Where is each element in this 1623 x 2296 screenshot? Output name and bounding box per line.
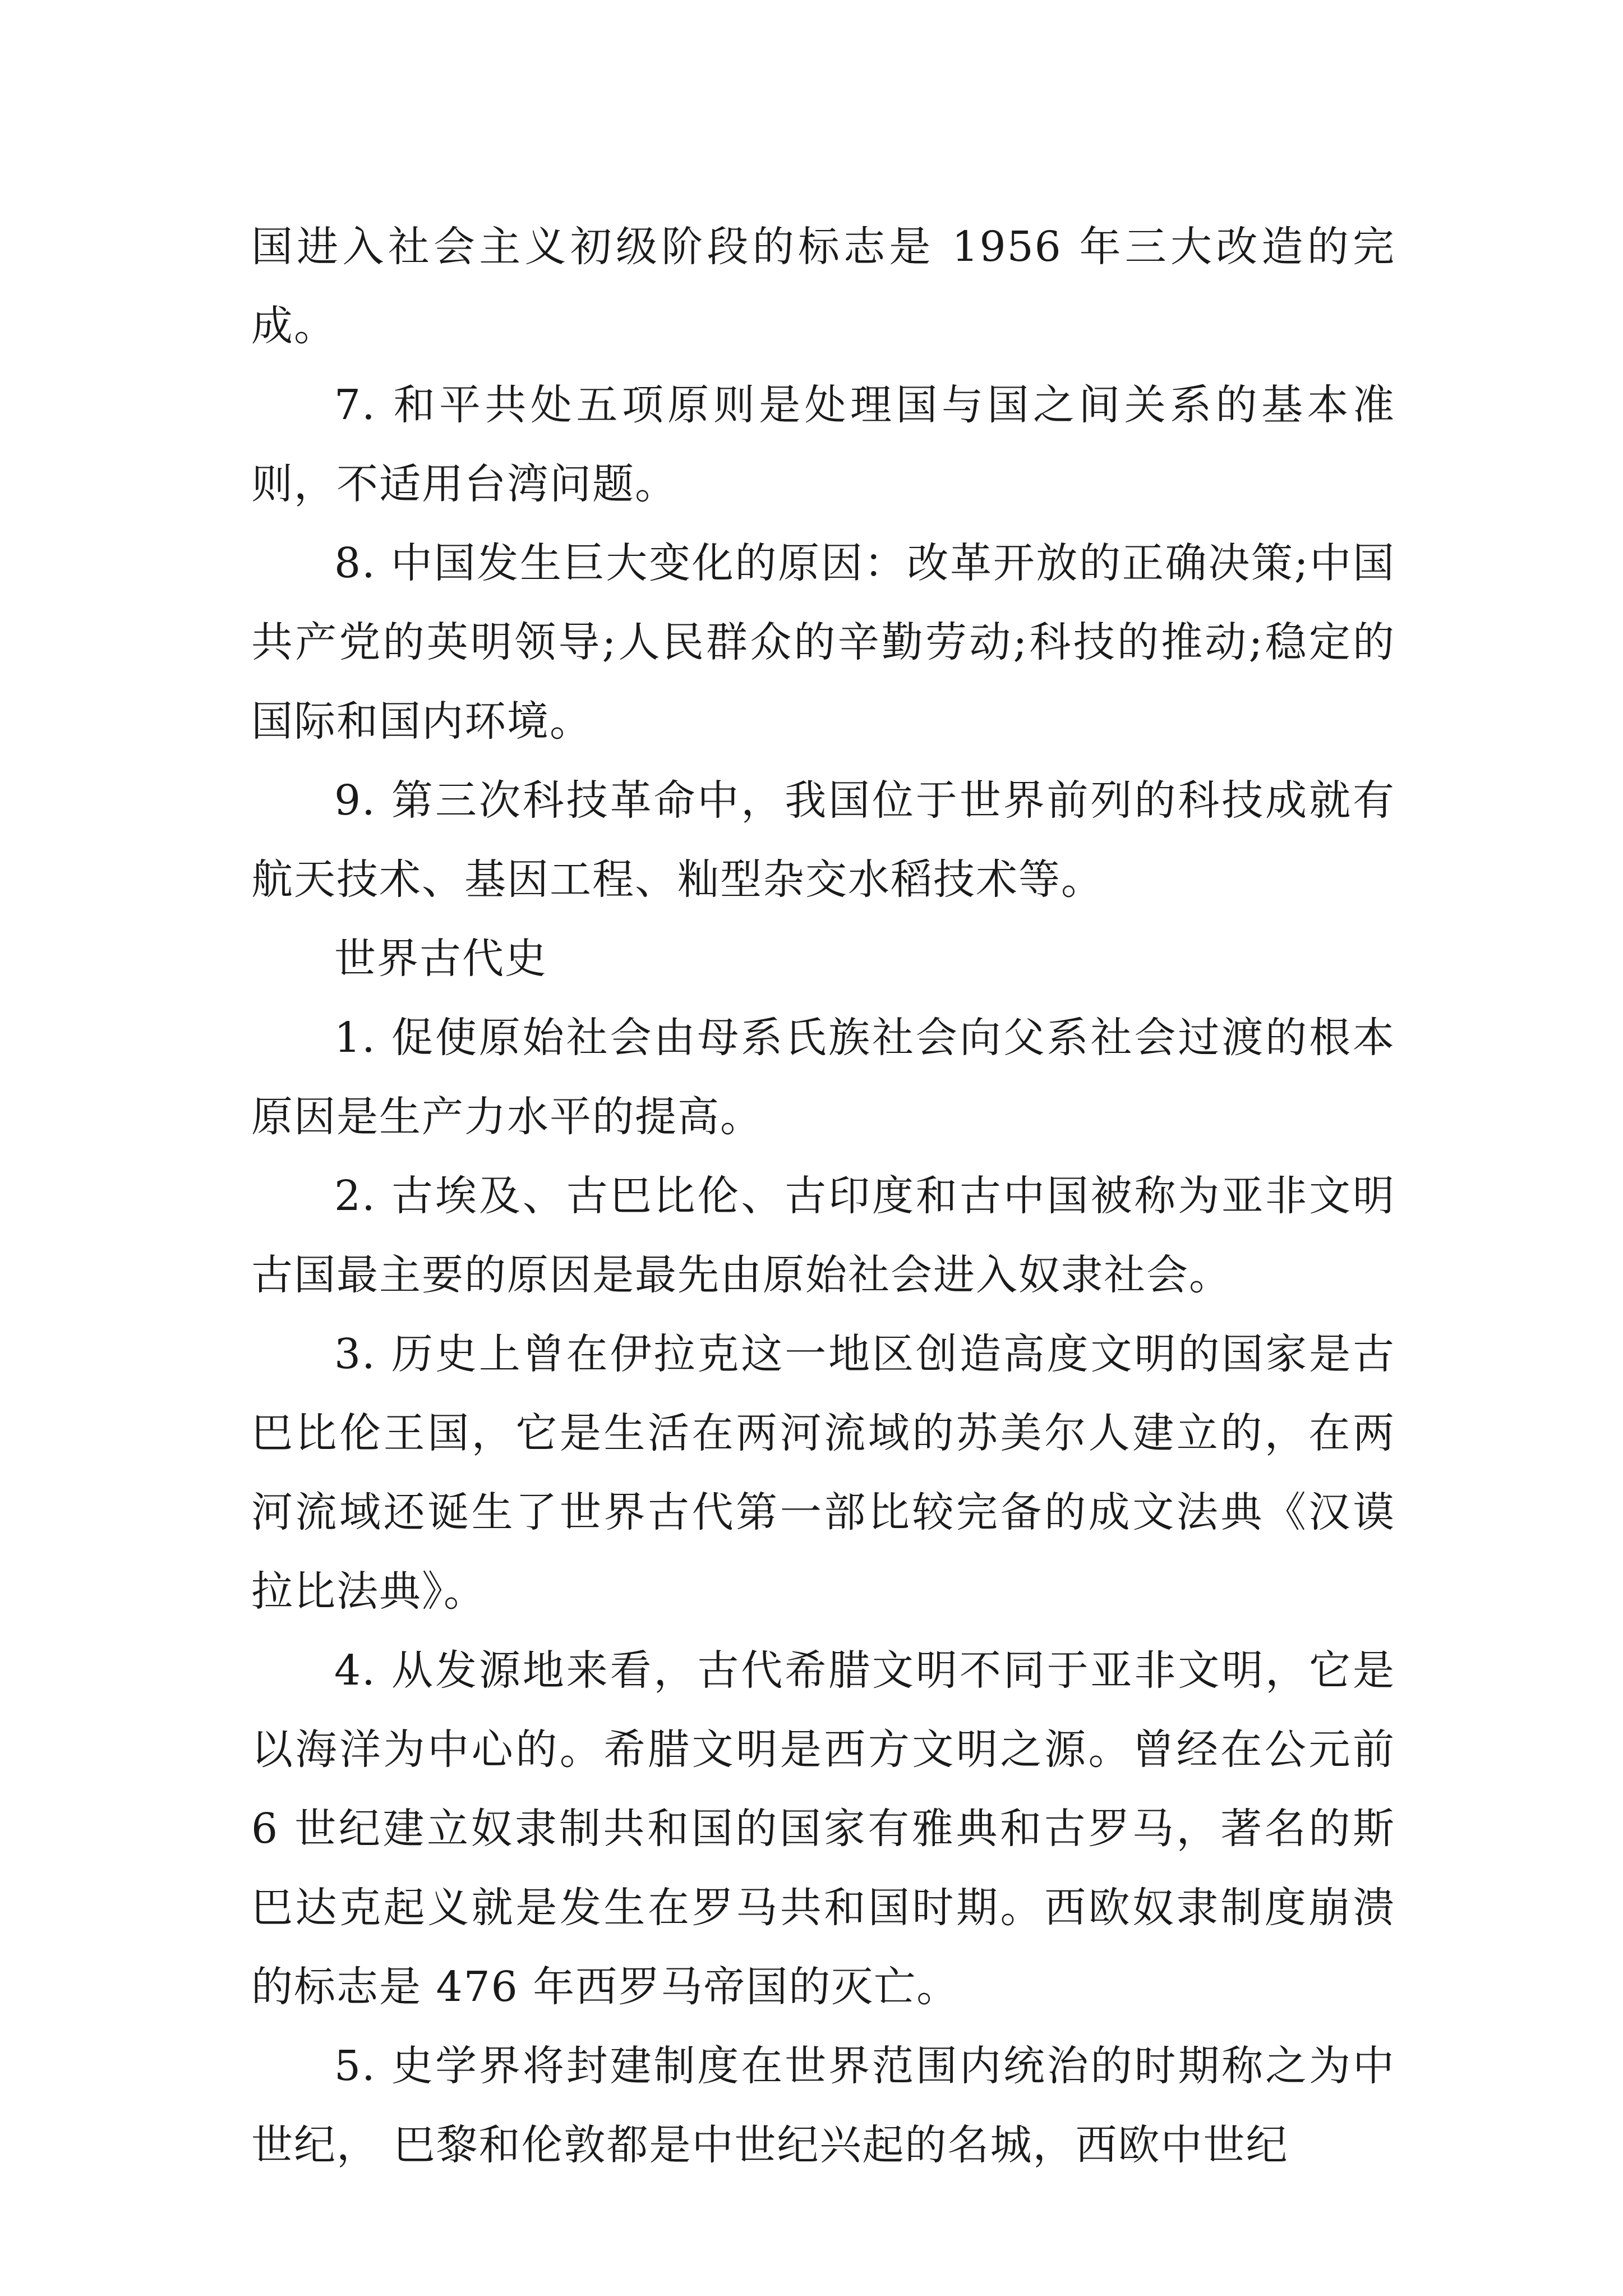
paragraph-item-3: 3. 历史上曾在伊拉克这一地区创造高度文明的国家是古巴比伦王国，它是生活在两河流域的苏美尔人建立的，在两河流域还诞生了世界古代第一部比较完备的成文法典《汉谟拉比法典》。 <box>251 1330 1395 1616</box>
section-heading: 世界古代史 <box>334 935 547 983</box>
paragraph-continuation: 国进入社会主义初级阶段的标志是 1956 年三大改造的完成。 <box>251 223 1395 350</box>
paragraph-item-7: 7. 和平共处五项原则是处理国与国之间关系的基本准则，不适用台湾问题。 <box>251 381 1395 508</box>
paragraph-item-2: 2. 古埃及、古巴比伦、古印度和古中国被称为亚非文明古国最主要的原因是最先由原始社会进入奴隶社会。 <box>251 1172 1395 1299</box>
paragraph-item-1: 1. 促使原始社会由母系氏族社会向父系社会过渡的根本原因是生产力水平的提高。 <box>251 1014 1395 1141</box>
paragraph-item-9: 9. 第三次科技革命中，我国位于世界前列的科技成就有航天技术、基因工程、籼型杂交水稻技术等。 <box>251 776 1395 904</box>
paragraph-item-8: 8. 中国发生巨大变化的原因：改革开放的正确决策;中国共产党的英明领导;人民群众的辛勤劳动;科技的推动;稳定的国际和国内环境。 <box>251 539 1395 746</box>
paragraph-item-4: 4. 从发源地来看，古代希腊文明不同于亚非文明，它是以海洋为中心的。希腊文明是西方文明之源。曾经在公元前 6 世纪建立奴隶制共和国的国家有雅典和古罗马，著名的斯巴达克起义就是发生在罗马共和国时期。西欧奴隶制度崩溃的标志是 476 年西罗马帝国的灭亡。 <box>251 1646 1395 2011</box>
document-body <box>251 208 1395 2185</box>
paragraph-item-5: 5. 史学界将封建制度在世界范围内统治的时期称之为中世纪， 巴黎和伦敦都是中世纪兴起的名城，西欧中世纪 <box>251 2042 1395 2169</box>
